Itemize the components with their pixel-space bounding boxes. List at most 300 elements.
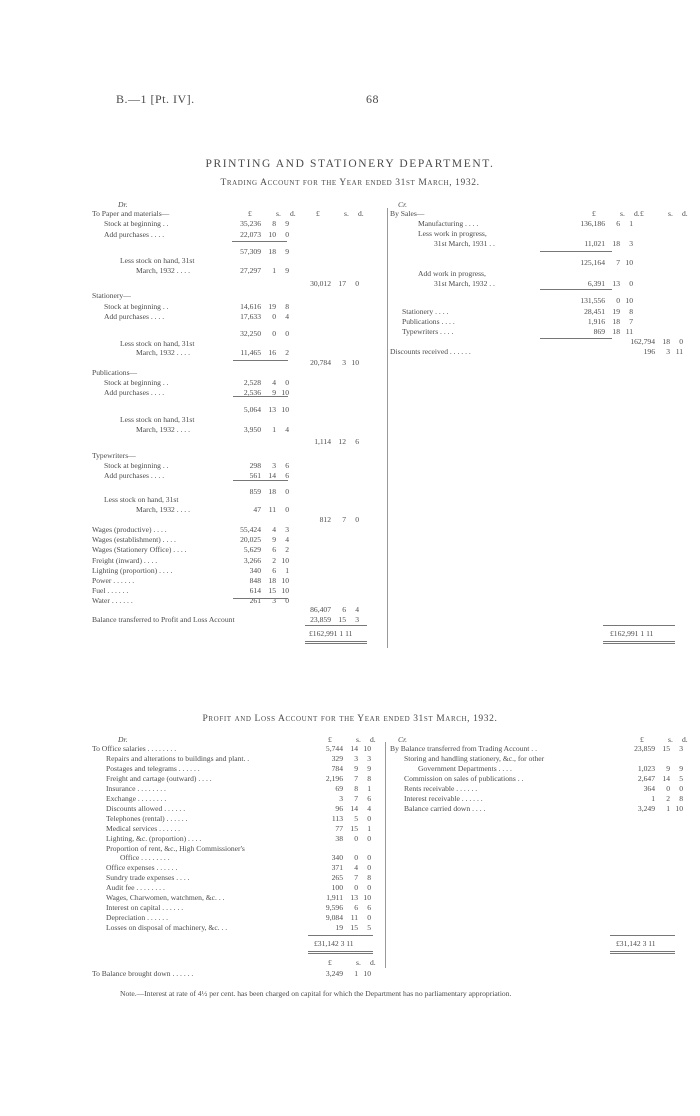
pl-dr-label: Office expenses . . . . . . [106,863,178,873]
pl-cr-double-rule-a [610,951,675,952]
pl-dr-amount-pounds: 113 [331,813,343,823]
pl-dr-amount-shillings: 7 [354,773,358,783]
pl-cr-amount-shillings: 9 [666,763,670,773]
shilling-header-r-a: s. [620,209,625,218]
trading-cr-total-shillings: 18 [662,337,670,346]
pl-dr-amount-pence: 0 [367,853,371,863]
trading-dr-label: Typewriters— [92,451,136,460]
trading-dr-amount-pounds: 27,297 [240,266,261,275]
pound-symbol-r-a: £ [592,209,596,218]
pl-dr-amount-pounds: 9,596 [325,903,343,913]
trading-dr-amount-pence: 0 [285,329,289,338]
pl-dr-amount-pence: 0 [367,883,371,893]
trading-dr-label: Stock at beginning . . [104,302,169,311]
trading-dr-amount-shillings: 1 [272,266,276,275]
trading-dr-rule [233,396,288,397]
trading-dr-label: Wages (establishment) . . . . [92,535,176,544]
trading-dr-amount-pounds: 57,309 [240,247,261,256]
trading-dr-label: March, 1932 . . . . [136,425,190,434]
trading-dr-label: Stock at beginning . . [104,461,169,470]
pl-dr-label: Medical services . . . . . . [106,823,181,833]
trading-dr-amount-shillings: 10 [268,230,276,239]
trading-cr-amount-pounds: 28,451 [584,307,605,316]
trading-cr-amount-pounds: 136,186 [580,219,605,228]
pl-cr-amount-pence: 10 [675,803,683,813]
trading-dr-label: Wages (productive) . . . . [92,525,167,534]
trading-dr-label: To Paper and materials— [92,209,170,218]
trading-cr-total-rule [603,625,675,626]
trading-cr-amount-pounds: 125,164 [580,258,605,267]
trading-dr-amount-pence: 9 [285,219,289,228]
trading-dr-total-pounds: 23,859 [310,615,331,624]
pl-cr-amount-shillings: 15 [662,744,670,753]
pl-dr-amount-pence: 8 [367,773,371,783]
balance-brought-down-pounds: 3,249 [325,969,343,978]
pl-bd-pound-symbol: £ [328,958,332,967]
trading-dr-amount-pence: 0 [285,505,289,514]
trading-cr-amount-shillings: 18 [612,239,620,248]
trading-dr-total-shillings: 12 [338,437,346,446]
pl-cr-amount-shillings: 14 [662,773,670,783]
trading-dr-label: Add purchases . . . . [104,388,165,397]
profit-loss-title: Profit and Loss Account for the Year ended 31st March, 1932. [202,714,498,724]
pl-dr-amount-pounds: 329 [331,753,343,763]
shilling-header-l-b: s. [344,209,349,218]
pl-bd-shilling-header: s. [356,958,361,967]
pl-dr-grand-total: £31,142 3 11 [314,939,354,948]
trading-cr-amount-pence: 7 [629,317,633,326]
pl-dr-amount-shillings: 8 [354,783,358,793]
pl-pound-symbol-r: £ [640,735,644,744]
pl-dr-amount-pounds: 265 [331,873,343,883]
trading-dr-amount-pounds: 32,250 [240,329,261,338]
pl-dr-amount-shillings: 15 [350,823,358,833]
trading-dr-amount-pence: 2 [285,348,289,357]
trading-dr-amount-pounds: 340 [249,566,261,575]
trading-dr-amount-shillings: 4 [272,525,276,534]
trading-cr-amount-pounds: 6,391 [587,279,605,288]
trading-dr-amount-shillings: 14 [268,471,276,480]
pl-dr-label: Losses on disposal of machinery, &c. . . [106,923,228,933]
trading-cr-amount-shillings: 0 [616,296,620,305]
pl-dr-amount-shillings: 7 [354,793,358,803]
trading-cr-total-pounds: 196 [643,347,655,356]
pl-cr-total-rule [610,935,675,936]
shilling-header-l-a: s. [276,209,281,218]
pl-dr-amount-pence: 5 [367,923,371,933]
pl-dr-amount-pounds: 340 [331,853,343,863]
pl-dr-amount-pounds: 77 [335,823,343,833]
pl-dr-amount-pounds: 5,744 [325,744,343,753]
trading-cr-amount-pence: 0 [629,279,633,288]
pl-dr-label: Telephones (rental) . . . . . . [106,813,188,823]
trading-dr-total-pence: 0 [355,279,359,288]
trading-cr-label: Stationery . . . . [402,307,449,316]
pl-dr-label: Insurance . . . . . . . . [106,783,166,793]
pl-column-divider [385,742,386,968]
trading-cr-amount-shillings: 19 [612,307,620,316]
pl-dr-total-rule [308,935,373,936]
trading-cr-label: By Sales— [390,209,425,218]
trading-cr-amount-pounds: 11,021 [584,239,605,248]
trading-cr-rule [540,251,612,252]
trading-cr-label: Manufacturing . . . . [418,219,479,228]
trading-dr-amount-pounds: 14,616 [240,302,261,311]
trading-dr-amount-pence: 0 [285,230,289,239]
pl-cr-amount-pounds: 3,249 [637,803,655,813]
pl-cr-amount-shillings: 1 [666,803,670,813]
trading-dr-amount-shillings: 6 [272,545,276,554]
pl-dr-amount-pence: 1 [367,823,371,833]
pl-dr-amount-shillings: 3 [354,753,358,763]
pl-cr-label: Rents receivable . . . . . . [404,783,478,793]
pl-dr-label: Repairs and alterations to buildings and plant. . [106,753,250,763]
trading-dr-label: Less stock on hand, 31st [120,415,195,424]
trading-dr-amount-pounds: 35,236 [240,219,261,228]
trading-dr-label: Less stock on hand, 31st [120,256,195,265]
trading-dr-amount-shillings: 0 [272,329,276,338]
pl-dr-double-rule-a [308,951,373,952]
report-reference: B.—1 [Pt. IV]. [116,92,195,106]
pl-dr-amount-pence: 10 [363,893,371,903]
trading-dr-amount-shillings: 8 [272,219,276,228]
pl-dr-label: Proportion of rent, &c., High Commissioner's [106,843,245,853]
pence-header-l-a: d. [290,209,296,218]
trading-dr-amount-pence: 4 [285,312,289,321]
pl-dr-amount-shillings: 0 [354,883,358,893]
trading-dr-amount-pounds: 859 [249,487,261,496]
trading-dr-amount-shillings: 0 [272,312,276,321]
pl-debit-heading: Dr. [118,735,128,744]
trading-cr-amount-pence: 10 [625,258,633,267]
trading-dr-amount-shillings: 9 [272,535,276,544]
shilling-header-r-b: s. [668,209,673,218]
trading-cr-amount-pounds: 869 [593,327,605,336]
pl-cr-grand-total: £31,142 3 11 [616,939,656,948]
pl-dr-label: Wages, Charwomen, watchmen, &c. . . [106,893,225,903]
trading-dr-amount-shillings: 2 [272,556,276,565]
trading-dr-total-pounds: 30,012 [310,279,331,288]
trading-dr-label: Stock at beginning . . [104,219,169,228]
trading-cr-amount-shillings: 18 [612,327,620,336]
trading-dr-amount-pence: 0 [285,596,289,605]
trading-cr-amount-pence: 1 [629,219,633,228]
trading-dr-total-pence: 6 [355,437,359,446]
trading-cr-rule [540,338,612,339]
pl-dr-label: Depreciation . . . . . . [106,913,168,923]
trading-dr-amount-shillings: 15 [268,586,276,595]
trading-cr-label: Add work in progress, [418,269,486,278]
trading-dr-label: Lighting (proportion) . . . . [92,566,173,575]
trading-dr-amount-shillings: 18 [268,247,276,256]
pl-cr-label: Commission on sales of publications . . [404,773,524,783]
pl-cr-amount-pounds: 2,647 [637,773,655,783]
trading-cr-total-shillings: 3 [666,347,670,356]
trading-dr-label: Fuel . . . . . . [92,586,129,595]
pl-dr-amount-shillings: 11 [350,913,358,923]
pl-cr-amount-pence: 5 [679,773,683,783]
trading-dr-label: March, 1932 . . . . [136,348,190,357]
pl-shilling-header-l: s. [356,735,361,744]
trading-cr-amount-shillings: 6 [616,219,620,228]
trading-cr-rule [540,289,612,290]
trading-cr-double-rule-a [603,641,675,642]
pence-header-l-b: d. [358,209,364,218]
pl-dr-amount-shillings: 5 [354,813,358,823]
pl-cr-label: By Balance transferred from Trading Account . . [390,744,537,753]
pl-cr-amount-shillings: 2 [666,793,670,803]
pl-dr-amount-shillings: 14 [350,744,358,753]
pl-cr-amount-pence: 0 [679,783,683,793]
pl-dr-label: Lighting, &c. (proportion) . . . . [106,833,202,843]
pl-dr-amount-shillings: 0 [354,833,358,843]
pl-dr-amount-pence: 8 [367,873,371,883]
page-number: 68 [366,92,379,106]
trading-cr-label: 31st March, 1932 . . [434,279,495,288]
trading-dr-amount-shillings: 4 [272,378,276,387]
trading-dr-label: Less stock on hand, 31st [104,495,179,504]
trading-dr-label: Less stock on hand, 31st [120,339,195,348]
trading-cr-amount-pounds: 131,556 [580,296,605,305]
pl-dr-amount-pounds: 9,084 [325,913,343,923]
pl-dr-amount-pounds: 371 [331,863,343,873]
trading-dr-total-shillings: 7 [342,515,346,524]
debit-heading: Dr. [118,200,128,209]
pl-dr-amount-pence: 9 [367,763,371,773]
trading-dr-amount-shillings: 1 [272,425,276,434]
column-divider [387,208,388,648]
trading-dr-amount-shillings: 11 [268,505,276,514]
balance-brought-down-pence: 10 [363,969,371,978]
balance-brought-down-shillings: 1 [354,969,358,978]
trading-cr-total-pence: 0 [679,337,683,346]
pl-dr-label: Freight and cartage (outward) . . . . [106,773,212,783]
pence-header-r-a: d. [634,209,640,218]
pl-credit-heading: Cr. [398,735,408,744]
trading-dr-total-shillings: 6 [342,605,346,614]
trading-dr-amount-pence: 6 [285,461,289,470]
trading-dr-amount-pence: 4 [285,425,289,434]
trading-dr-amount-pence: 6 [285,471,289,480]
trading-dr-amount-pence: 10 [281,586,289,595]
trading-dr-amount-pounds: 298 [249,461,261,470]
trading-dr-amount-pence: 1 [285,566,289,575]
pl-bd-pence-header: d. [370,958,376,967]
trading-dr-total-pence: 0 [355,515,359,524]
trading-dr-amount-pounds: 17,633 [240,312,261,321]
trading-dr-label: Power . . . . . . [92,576,135,585]
trading-dr-amount-pounds: 22,073 [240,230,261,239]
pl-dr-label: Interest on capital . . . . . . [106,903,184,913]
pound-symbol-r-b: £ [640,209,644,218]
trading-dr-amount-pence: 10 [281,388,289,397]
pl-dr-amount-pence: 4 [367,803,371,813]
pl-dr-amount-pounds: 96 [335,803,343,813]
trading-dr-total-shillings: 15 [338,615,346,624]
pound-symbol-l-a: £ [248,209,252,218]
trading-dr-amount-shillings: 19 [268,302,276,311]
trading-dr-rule [233,598,288,599]
trading-cr-amount-shillings: 18 [612,317,620,326]
trading-dr-amount-pounds: 561 [249,471,261,480]
pl-dr-amount-pence: 0 [367,913,371,923]
pl-dr-label: Postages and telegrams . . . . . . [106,763,200,773]
trading-dr-amount-shillings: 6 [272,566,276,575]
trading-dr-label: Water . . . . . . [92,596,133,605]
trading-dr-amount-pounds: 2,528 [243,378,261,387]
trading-dr-total-rule [305,625,367,626]
pl-cr-amount-pounds: 1 [651,793,655,803]
trading-dr-amount-pounds: 2,536 [243,388,261,397]
trading-dr-amount-pence: 8 [285,302,289,311]
trading-dr-label: March, 1932 . . . . [136,266,190,275]
pl-dr-amount-shillings: 4 [354,863,358,873]
trading-dr-amount-pence: 0 [285,378,289,387]
trading-cr-double-rule-b [603,643,675,644]
pl-cr-amount-pounds: 23,859 [634,744,655,753]
trading-dr-amount-pence: 0 [285,487,289,496]
trading-dr-amount-pounds: 3,950 [243,425,261,434]
trading-dr-label: Add purchases . . . . [104,471,165,480]
pl-pence-header-l: d. [370,735,376,744]
trading-dr-amount-pence: 9 [285,266,289,275]
pl-dr-label: Office . . . . . . . . [120,853,170,863]
pl-dr-amount-pence: 6 [367,903,371,913]
trading-cr-total-pence: 11 [675,347,683,356]
pl-cr-amount-pence: 8 [679,793,683,803]
pl-dr-amount-pounds: 69 [335,783,343,793]
trading-dr-total-shillings: 3 [342,358,346,367]
pl-dr-label: Exchange . . . . . . . . [106,793,167,803]
trading-dr-amount-pounds: 848 [249,576,261,585]
pl-dr-amount-pounds: 2,196 [325,773,343,783]
department-title: PRINTING AND STATIONERY DEPARTMENT. [205,158,495,170]
pl-dr-amount-shillings: 13 [350,893,358,903]
pl-dr-amount-shillings: 14 [350,803,358,813]
pence-header-r-b: d. [682,209,688,218]
trading-cr-amount-pounds: 1,916 [587,317,605,326]
pl-cr-amount-shillings: 0 [666,783,670,793]
pl-cr-label: Interest receivable . . . . . . [404,793,483,803]
pl-dr-amount-pounds: 784 [331,763,343,773]
pl-cr-double-rule-b [610,953,675,954]
trading-dr-label: Freight (inward) . . . . [92,556,158,565]
trading-dr-amount-shillings: 18 [268,576,276,585]
trading-cr-label: 31st March, 1931 . . [434,239,495,248]
pl-cr-label: Government Departments . . . . [418,763,512,773]
trading-dr-amount-pounds: 5,629 [243,545,261,554]
trading-cr-label: Discounts received . . . . . . [390,347,471,356]
pl-dr-amount-pence: 0 [367,813,371,823]
trading-cr-amount-shillings: 13 [612,279,620,288]
trading-dr-amount-shillings: 3 [272,461,276,470]
pl-dr-amount-pence: 1 [367,783,371,793]
trading-account-title: Trading Account for the Year ended 31st March, 1932. [220,178,480,188]
pl-dr-amount-pence: 10 [363,744,371,753]
pl-pence-header-r: d. [682,735,688,744]
pl-dr-amount-shillings: 15 [350,923,358,933]
pl-cr-amount-pounds: 364 [643,783,655,793]
trading-dr-label: Add purchases . . . . [104,312,165,321]
trading-dr-amount-shillings: 13 [268,405,276,414]
pl-dr-amount-pounds: 19 [335,923,343,933]
pl-dr-amount-shillings: 9 [354,763,358,773]
trading-dr-amount-pounds: 11,465 [240,348,261,357]
trading-dr-amount-shillings: 18 [268,487,276,496]
pl-dr-amount-pounds: 1,911 [326,893,343,903]
trading-dr-amount-pounds: 5,064 [243,405,261,414]
trading-dr-amount-pounds: 614 [249,586,261,595]
trading-dr-total-shillings: 17 [338,279,346,288]
trading-dr-double-rule-b [305,643,367,644]
trading-dr-label: Publications— [92,368,138,377]
trading-dr-total-pence: 3 [355,615,359,624]
trading-cr-amount-pence: 3 [629,239,633,248]
pl-cr-amount-pence: 3 [679,744,683,753]
trading-cr-amount-pence: 11 [625,327,633,336]
trading-cr-total-pounds: 162,794 [630,337,655,346]
interest-note: Note.—Interest at rate of 4½ per cent. has been charged on capital for which the Department has no parliamentary appropriation. [120,989,512,998]
pl-dr-label: Sundry trade expenses . . . . [106,873,190,883]
pl-dr-label: Discounts allowed . . . . . . [106,803,186,813]
trading-dr-total-pounds: 20,784 [310,358,331,367]
trading-dr-amount-pounds: 55,424 [240,525,261,534]
trading-dr-double-rule-a [305,641,367,642]
trading-dr-total-pence: 10 [351,358,359,367]
trading-dr-amount-shillings: 16 [268,348,276,357]
pl-dr-amount-pounds: 3 [339,793,343,803]
trading-cr-grand-total: £162,991 1 11 [610,629,654,638]
trading-dr-label: Balance transferred to Profit and Loss Account [92,615,235,624]
trading-dr-grand-total: £162,991 1 11 [309,629,353,638]
pl-cr-label: Storing and handling stationery, &c., for other [404,753,545,763]
trading-dr-amount-shillings: 3 [272,596,276,605]
pl-dr-amount-pounds: 38 [335,833,343,843]
trading-cr-amount-pence: 10 [625,296,633,305]
pl-dr-amount-pounds: 100 [331,883,343,893]
trading-dr-amount-pounds: 261 [249,596,261,605]
pound-symbol-l-b: £ [316,209,320,218]
trading-dr-label: Wages (Stationery Office) . . . . [92,545,187,554]
trading-dr-total-pence: 4 [355,605,359,614]
trading-dr-amount-pence: 2 [285,545,289,554]
trading-dr-label: Add purchases . . . . [104,230,165,239]
trading-dr-total-pounds: 812 [319,515,331,524]
pl-pound-symbol-l: £ [328,735,332,744]
trading-dr-label: March, 1932 . . . . [136,505,190,514]
trading-dr-amount-pence: 10 [281,556,289,565]
pl-dr-label: Audit fee . . . . . . . . [106,883,165,893]
trading-dr-amount-shillings: 9 [272,388,276,397]
trading-cr-amount-shillings: 7 [616,258,620,267]
trading-cr-label: Typewriters . . . . [402,327,454,336]
trading-dr-amount-pence: 10 [281,405,289,414]
trading-dr-amount-pence: 10 [281,576,289,585]
pl-cr-amount-pounds: 1,023 [637,763,655,773]
trading-dr-amount-pence: 9 [285,247,289,256]
trading-dr-rule [233,360,288,361]
trading-dr-total-pounds: 86,407 [310,605,331,614]
pl-dr-amount-pence: 6 [367,793,371,803]
pl-cr-amount-pence: 9 [679,763,683,773]
trading-dr-rule [233,480,288,481]
pl-dr-amount-shillings: 7 [354,873,358,883]
pl-dr-amount-pence: 3 [367,753,371,763]
pl-dr-double-rule-b [308,953,373,954]
trading-dr-amount-pounds: 47 [253,505,261,514]
trading-dr-label: Stock at beginning . . [104,378,169,387]
trading-dr-label: Stationery— [92,291,131,300]
